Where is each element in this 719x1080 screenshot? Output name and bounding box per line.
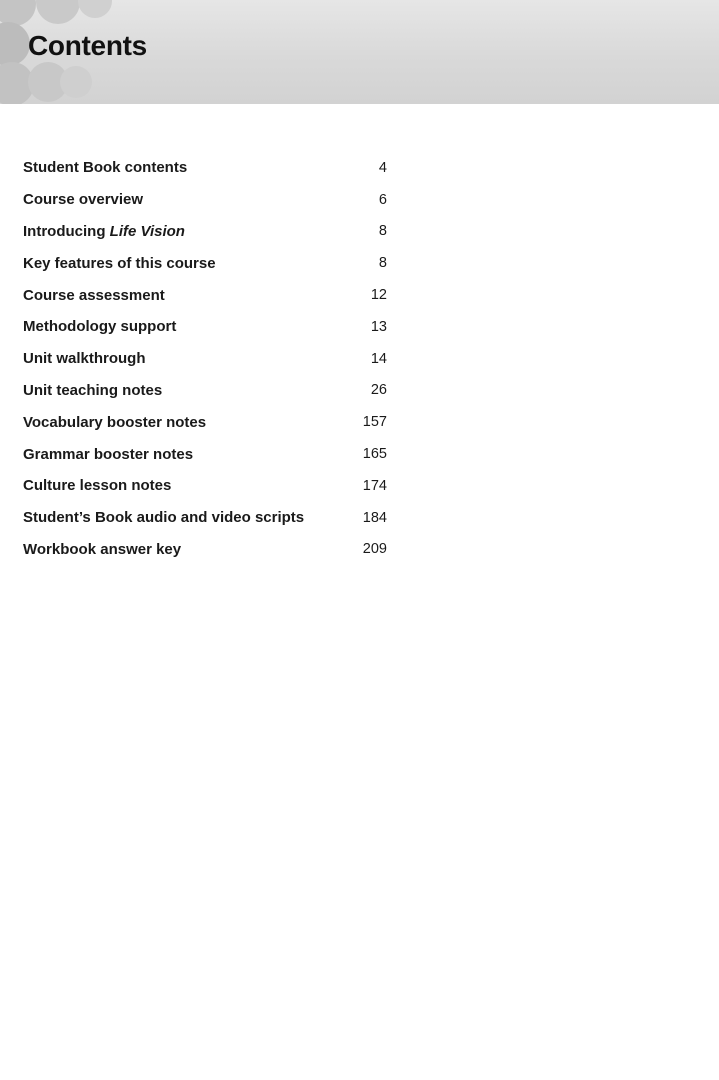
toc-entry[interactable] [23,534,387,566]
toc-entry[interactable] [23,375,387,407]
toc-entry-title: Unit walkthrough [23,350,146,368]
toc-entry-page: 26 [370,382,387,399]
toc-entry-title: Course overview [23,191,144,209]
toc-entry[interactable] [23,438,387,470]
decorative-circle [60,66,92,98]
toc-entry-title: Methodology support [23,318,177,336]
toc-entry-title: Unit teaching notes [23,381,163,399]
toc-entry-page: 6 [378,191,387,208]
toc-entry[interactable] [23,502,387,534]
decorative-circle [36,0,80,24]
toc-entry-title: Grammar booster notes [23,445,194,463]
toc-entry-title: Key features of this course [23,254,216,272]
toc-entry[interactable] [23,343,387,375]
table-of-contents [23,152,387,565]
toc-entry-title: Student’s Book audio and video scripts [23,509,305,527]
toc-entry-page: 8 [378,255,387,272]
toc-entry-page: 12 [370,287,387,304]
toc-entry[interactable] [23,216,387,248]
toc-entry[interactable] [23,152,387,184]
toc-entry-title: Vocabulary booster notes [23,413,207,431]
decorative-circle [0,22,30,66]
toc-entry[interactable] [23,247,387,279]
toc-entry[interactable] [23,406,387,438]
toc-entry-title: Culture lesson notes [23,477,172,495]
toc-entry-page: 184 [362,509,387,526]
toc-entry[interactable] [23,311,387,343]
toc-entry-title-italic: Life Vision [109,222,185,240]
toc-entry[interactable] [23,470,387,502]
toc-entry[interactable] [23,279,387,311]
toc-entry-page: 174 [362,477,387,494]
page-title: Contents [28,30,147,61]
toc-entry-title-prefix: Introducing [23,222,110,240]
header-band [0,0,719,104]
toc-entry-page: 13 [370,318,387,335]
toc-entry-title: Workbook answer key [23,540,182,558]
toc-entry-page: 4 [378,159,387,176]
toc-entry-title: Course assessment [23,286,165,304]
toc-entry[interactable] [23,184,387,216]
toc-entry-title: Student Book contents [23,159,188,177]
toc-entry-page: 165 [362,446,387,463]
toc-entry-page: 8 [378,223,387,240]
toc-entry-title [23,223,185,240]
toc-entry-page: 14 [370,350,387,367]
toc-entry-page: 157 [362,414,387,431]
toc-entry-page: 209 [362,541,387,558]
decorative-circle [78,0,112,18]
